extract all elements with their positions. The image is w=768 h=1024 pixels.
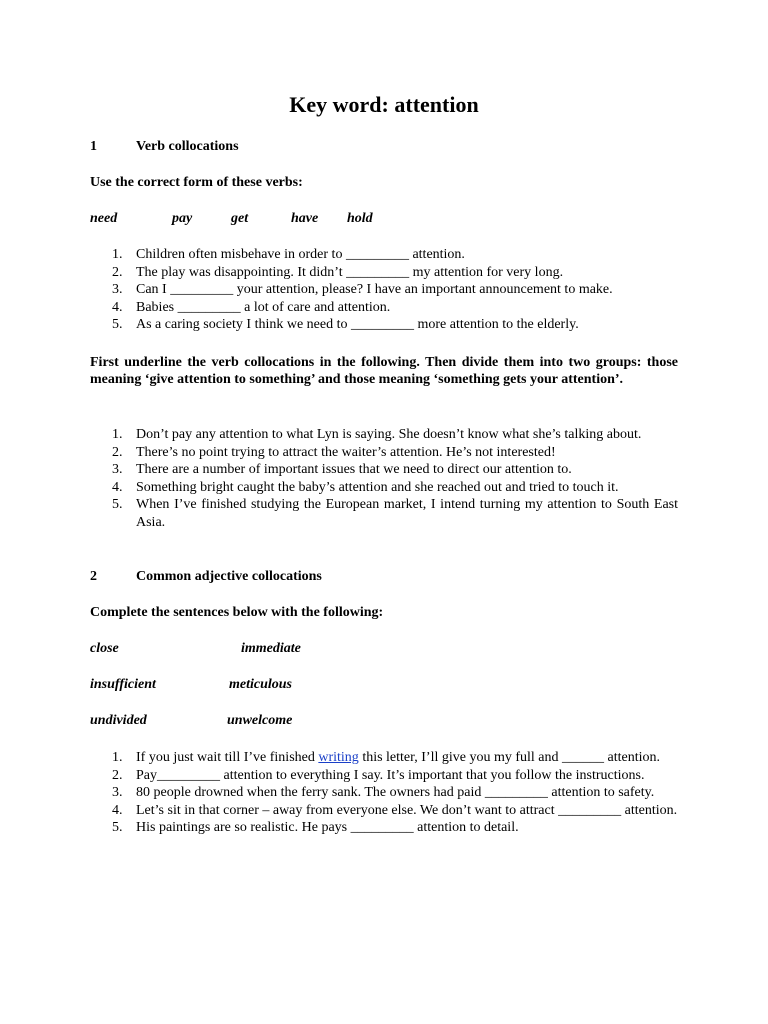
list-item (90, 461, 678, 479)
verb-word: get (231, 211, 249, 226)
item-number: 2. (112, 444, 123, 460)
item-number: 4. (112, 299, 123, 315)
list-item (90, 426, 678, 444)
section-1-instruction: Use the correct form of these verbs: (90, 175, 303, 190)
list-item (90, 479, 678, 497)
verb-exercise-list (90, 246, 678, 334)
item-number: 3. (112, 462, 123, 477)
list-item (90, 496, 678, 531)
item-text: There’s no point trying to attract the waiter’s attention. He’s not interested! (136, 444, 556, 460)
item-text: Children often misbehave in order to _________ attention. (136, 247, 465, 262)
item-text-before: If you just wait till I’ve finished (136, 750, 319, 765)
verb-word: pay (172, 211, 193, 226)
item-text: Babies _________ a lot of care and attention. (136, 299, 391, 315)
page-title: Key word: attention (289, 92, 479, 117)
list-item (90, 784, 678, 802)
list-item (90, 299, 678, 317)
section-2-number: 2 (90, 569, 97, 584)
adjective-word: meticulous (229, 677, 293, 692)
item-text: 80 people drowned when the ferry sank. The owners had paid _________ attention to safety. (136, 785, 655, 800)
adjective-word: close (90, 641, 119, 656)
section-2-instruction: Complete the sentences below with the following: (90, 605, 384, 620)
item-number: 1. (112, 750, 123, 765)
item-text: As a caring society I think we need to _________ more attention to the elderly. (136, 317, 579, 332)
item-text: The play was disappointing. It didn’t _________ my attention for very long. (136, 264, 564, 280)
adjective-word: unwelcome (227, 713, 293, 728)
item-text: Something bright caught the baby’s attention and she reached out and tried to touch it. (136, 479, 619, 495)
section-1-number: 1 (90, 139, 97, 154)
item-text: When I’ve finished studying the European market, I intend turning my attention to South East Asia. (136, 497, 678, 530)
list-item (90, 802, 678, 820)
verb-word: hold (347, 211, 373, 226)
item-number: 4. (112, 479, 123, 495)
item-number: 5. (112, 497, 123, 512)
item-text: Don’t pay any attention to what Lyn is saying. She doesn’t know what she’s talking about. (136, 427, 642, 442)
item-text: Let’s sit in that corner – away from everyone else. We don’t want to attract _________ attention. (136, 802, 678, 818)
item-number: 2. (112, 264, 123, 280)
item-number: 3. (112, 785, 123, 800)
list-item (90, 444, 678, 462)
item-text: Can I _________ your attention, please? I have an important announcement to make. (136, 282, 613, 297)
item-number: 1. (112, 247, 123, 262)
item-number: 3. (112, 282, 123, 297)
item-text: His paintings are so realistic. He pays _________ attention to detail. (136, 820, 519, 835)
item-text: Pay_________ attention to everything I say. It’s important that you follow the instructions. (136, 767, 645, 783)
list-item (90, 767, 678, 785)
adjective-exercise-list (90, 749, 678, 837)
list-item (90, 819, 678, 837)
adjective-word: insufficient (90, 677, 156, 692)
adjective-word: immediate (241, 641, 301, 656)
writing-link[interactable]: writing (318, 750, 359, 765)
item-number: 1. (112, 427, 123, 442)
list-item (90, 264, 678, 282)
list-item (90, 316, 678, 334)
item-number: 5. (112, 820, 123, 835)
section-2-heading: Common adjective collocations (136, 569, 322, 584)
adjective-word: undivided (90, 713, 147, 728)
item-number: 4. (112, 802, 123, 818)
list-item (90, 246, 678, 264)
section-1-instruction-2: First underline the verb collocations in the following. Then divide them into two groups: those meaning ‘give attention to something’ and those meaning ‘something gets your attention’. (90, 355, 678, 387)
item-number: 2. (112, 767, 123, 783)
list-item (90, 281, 678, 299)
item-text-after: this letter, I’ll give you my full and ______ attention. (358, 750, 660, 765)
underline-exercise-list (90, 426, 678, 531)
section-1-heading: Verb collocations (136, 139, 239, 154)
verb-word: have (291, 211, 319, 226)
verb-word: need (90, 211, 118, 226)
item-text: There are a number of important issues that we need to direct our attention to. (136, 462, 572, 477)
list-item (90, 749, 678, 767)
item-number: 5. (112, 317, 123, 332)
